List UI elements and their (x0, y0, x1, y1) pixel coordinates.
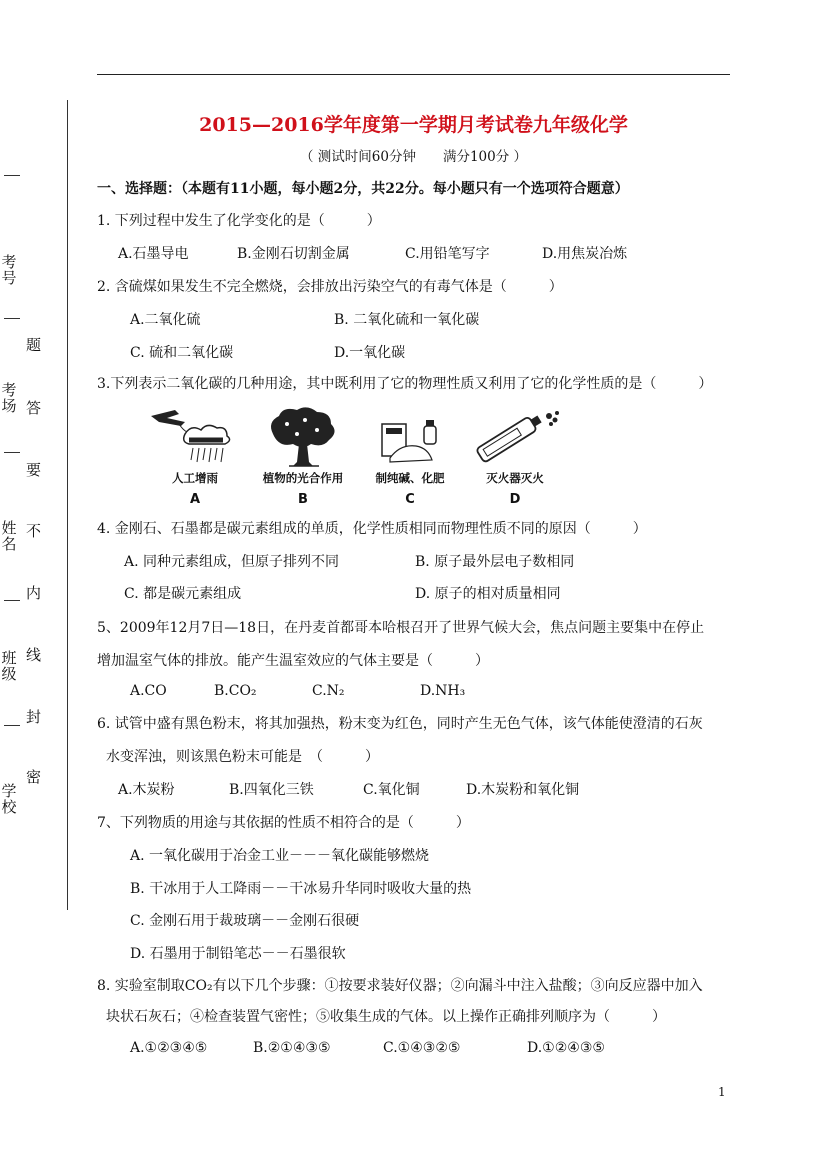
margin-label-exam-number: 考号 (1, 253, 17, 287)
question-6-stem-line-2: 水变浑浊，则该黑色粉末可能是 （ ） (106, 749, 379, 765)
question-1-option-a: A.石墨导电 (118, 246, 189, 262)
question-1-stem: 1. 下列过程中发生了化学变化的是（ ） (97, 213, 381, 229)
seal-char: 内 (26, 584, 42, 602)
question-5-option-a: A.CO (130, 683, 167, 699)
question-4-option-c: C. 都是碳元素组成 (124, 586, 242, 602)
seal-char: 不 (26, 522, 42, 540)
section-heading: 一、选择题：（本题有11小题，每小题2分，共22分。每小题只有一个选项符合题意） (97, 181, 629, 197)
fill-line (4, 452, 20, 453)
figure-caption: 灭火器灭火 (486, 471, 544, 485)
figure-letter: B (298, 492, 308, 507)
question-8-option-d: D.①②④③⑤ (527, 1040, 605, 1056)
fill-line (4, 318, 20, 319)
question-7-stem: 7、下列物质的用途与其依据的性质不相符合的是（ ） (97, 815, 470, 831)
figure-caption: 人工增雨 (172, 471, 218, 485)
question-8-option-c: C.①④③②⑤ (383, 1040, 461, 1056)
page-number: 1 (718, 1085, 726, 1099)
question-8-stem-line-2: 块状石灰石；④检查装置气密性；⑤收集生成的气体。以上操作正确排列顺序为（ ） (106, 1009, 666, 1025)
seal-char: 线 (26, 646, 42, 664)
question-5-option-d: D.NH₃ (420, 683, 466, 699)
question-4-option-a: A. 同种元素组成，但原子排列不同 (124, 554, 340, 570)
header-rule (97, 74, 730, 75)
question-2-option-b: B. 二氧化硫和一氧化碳 (334, 312, 480, 328)
figure-letter: D (509, 492, 521, 507)
question-1-option-d: D.用焦炭冶炼 (542, 246, 628, 262)
figure-caption: 植物的光合作用 (262, 471, 344, 485)
question-5-stem-line-1: 5、2009年12月7日—18日，在丹麦首都哥本哈根召开了世界气候大会，焦点问题主要集中在停止 (97, 620, 705, 636)
question-7-option-a: A. 一氧化碳用于冶金工业－－－氧化碳能够燃烧 (130, 848, 430, 864)
figure-caption: 制纯碱、化肥 (375, 471, 445, 485)
figure-fire-extinguisher (465, 404, 565, 514)
question-2-option-d: D.一氧化碳 (334, 345, 406, 361)
question-2-option-c: C. 硫和二氧化碳 (130, 345, 234, 361)
question-6-option-c: C.氧化铜 (363, 782, 420, 798)
question-5-option-c: C.N₂ (312, 683, 345, 699)
question-7-option-d: D. 石墨用于制铅笔芯－－石墨很软 (130, 946, 346, 962)
seal-char: 答 (26, 399, 42, 417)
question-2-stem: 2. 含硫煤如果发生不完全燃烧，会排放出污染空气的有毒气体是（ ） (97, 279, 563, 295)
fill-line (4, 175, 20, 176)
figure-artificial-rain (145, 404, 245, 514)
figure-photosynthesis (253, 404, 353, 514)
question-8-stem-line-1: 8. 实验室制取CO₂有以下几个步骤：①按要求装好仪器；②向漏斗中注入盐酸；③向反应器中加入 (97, 978, 703, 994)
question-6-option-a: A.木炭粉 (118, 782, 175, 798)
question-8-option-b: B.②①④③⑤ (253, 1040, 331, 1056)
margin-label-exam-room: 考场 (1, 381, 17, 415)
question-1-option-c: C.用铅笔写字 (405, 246, 490, 262)
margin-label-name: 姓名 (1, 519, 17, 553)
seal-char: 密 (26, 768, 42, 786)
figure-letter: A (189, 492, 201, 507)
question-5-option-b: B.CO₂ (214, 683, 257, 699)
question-4-stem: 4. 金刚石、石墨都是碳元素组成的单质，化学性质相同而物理性质不同的原因（ ） (97, 521, 647, 537)
page-subtitle: （ 测试时间60分钟 满分100分 ） (299, 149, 528, 165)
question-2-option-a: A.二氧化硫 (130, 312, 201, 328)
question-6-option-b: B.四氧化三铁 (229, 782, 314, 798)
page-title: 2015—2016学年度第一学期月考试卷九年级化学 (199, 114, 628, 136)
figure-letter: C (405, 492, 415, 507)
margin-label-class: 班级 (1, 649, 17, 683)
question-1-option-b: B.金刚石切割金属 (237, 246, 350, 262)
fill-line (4, 600, 20, 601)
seal-char: 要 (26, 461, 42, 479)
question-4-option-d: D. 原子的相对质量相同 (415, 586, 561, 602)
seal-char: 题 (26, 336, 42, 354)
question-8-option-a: A.①②③④⑤ (130, 1040, 208, 1056)
question-5-stem-line-2: 增加温室气体的排放。能产生温室效应的气体主要是（ ） (97, 653, 489, 669)
question-6-option-d: D.木炭粉和氧化铜 (466, 782, 580, 798)
margin-label-school: 学校 (1, 782, 17, 816)
figure-soda-fertilizer (360, 404, 460, 514)
seal-char: 封 (26, 708, 42, 726)
question-3-figures (145, 404, 565, 514)
question-3-stem: 3.下列表示二氧化碳的几种用途，其中既利用了它的物理性质又利用了它的化学性质的是（ ） (97, 376, 713, 392)
question-4-option-b: B. 原子最外层电子数相同 (415, 554, 575, 570)
fill-line (4, 725, 20, 726)
question-7-option-c: C. 金刚石用于裁玻璃－－金刚石很硬 (130, 913, 360, 929)
question-6-stem-line-1: 6. 试管中盛有黑色粉末，将其加强热，粉末变为红色，同时产生无色气体，该气体能使澄清的石灰 (97, 716, 703, 732)
binding-margin-line (67, 100, 68, 910)
question-7-option-b: B. 干冰用于人工降雨－－干冰易升华同时吸收大量的热 (130, 881, 472, 897)
